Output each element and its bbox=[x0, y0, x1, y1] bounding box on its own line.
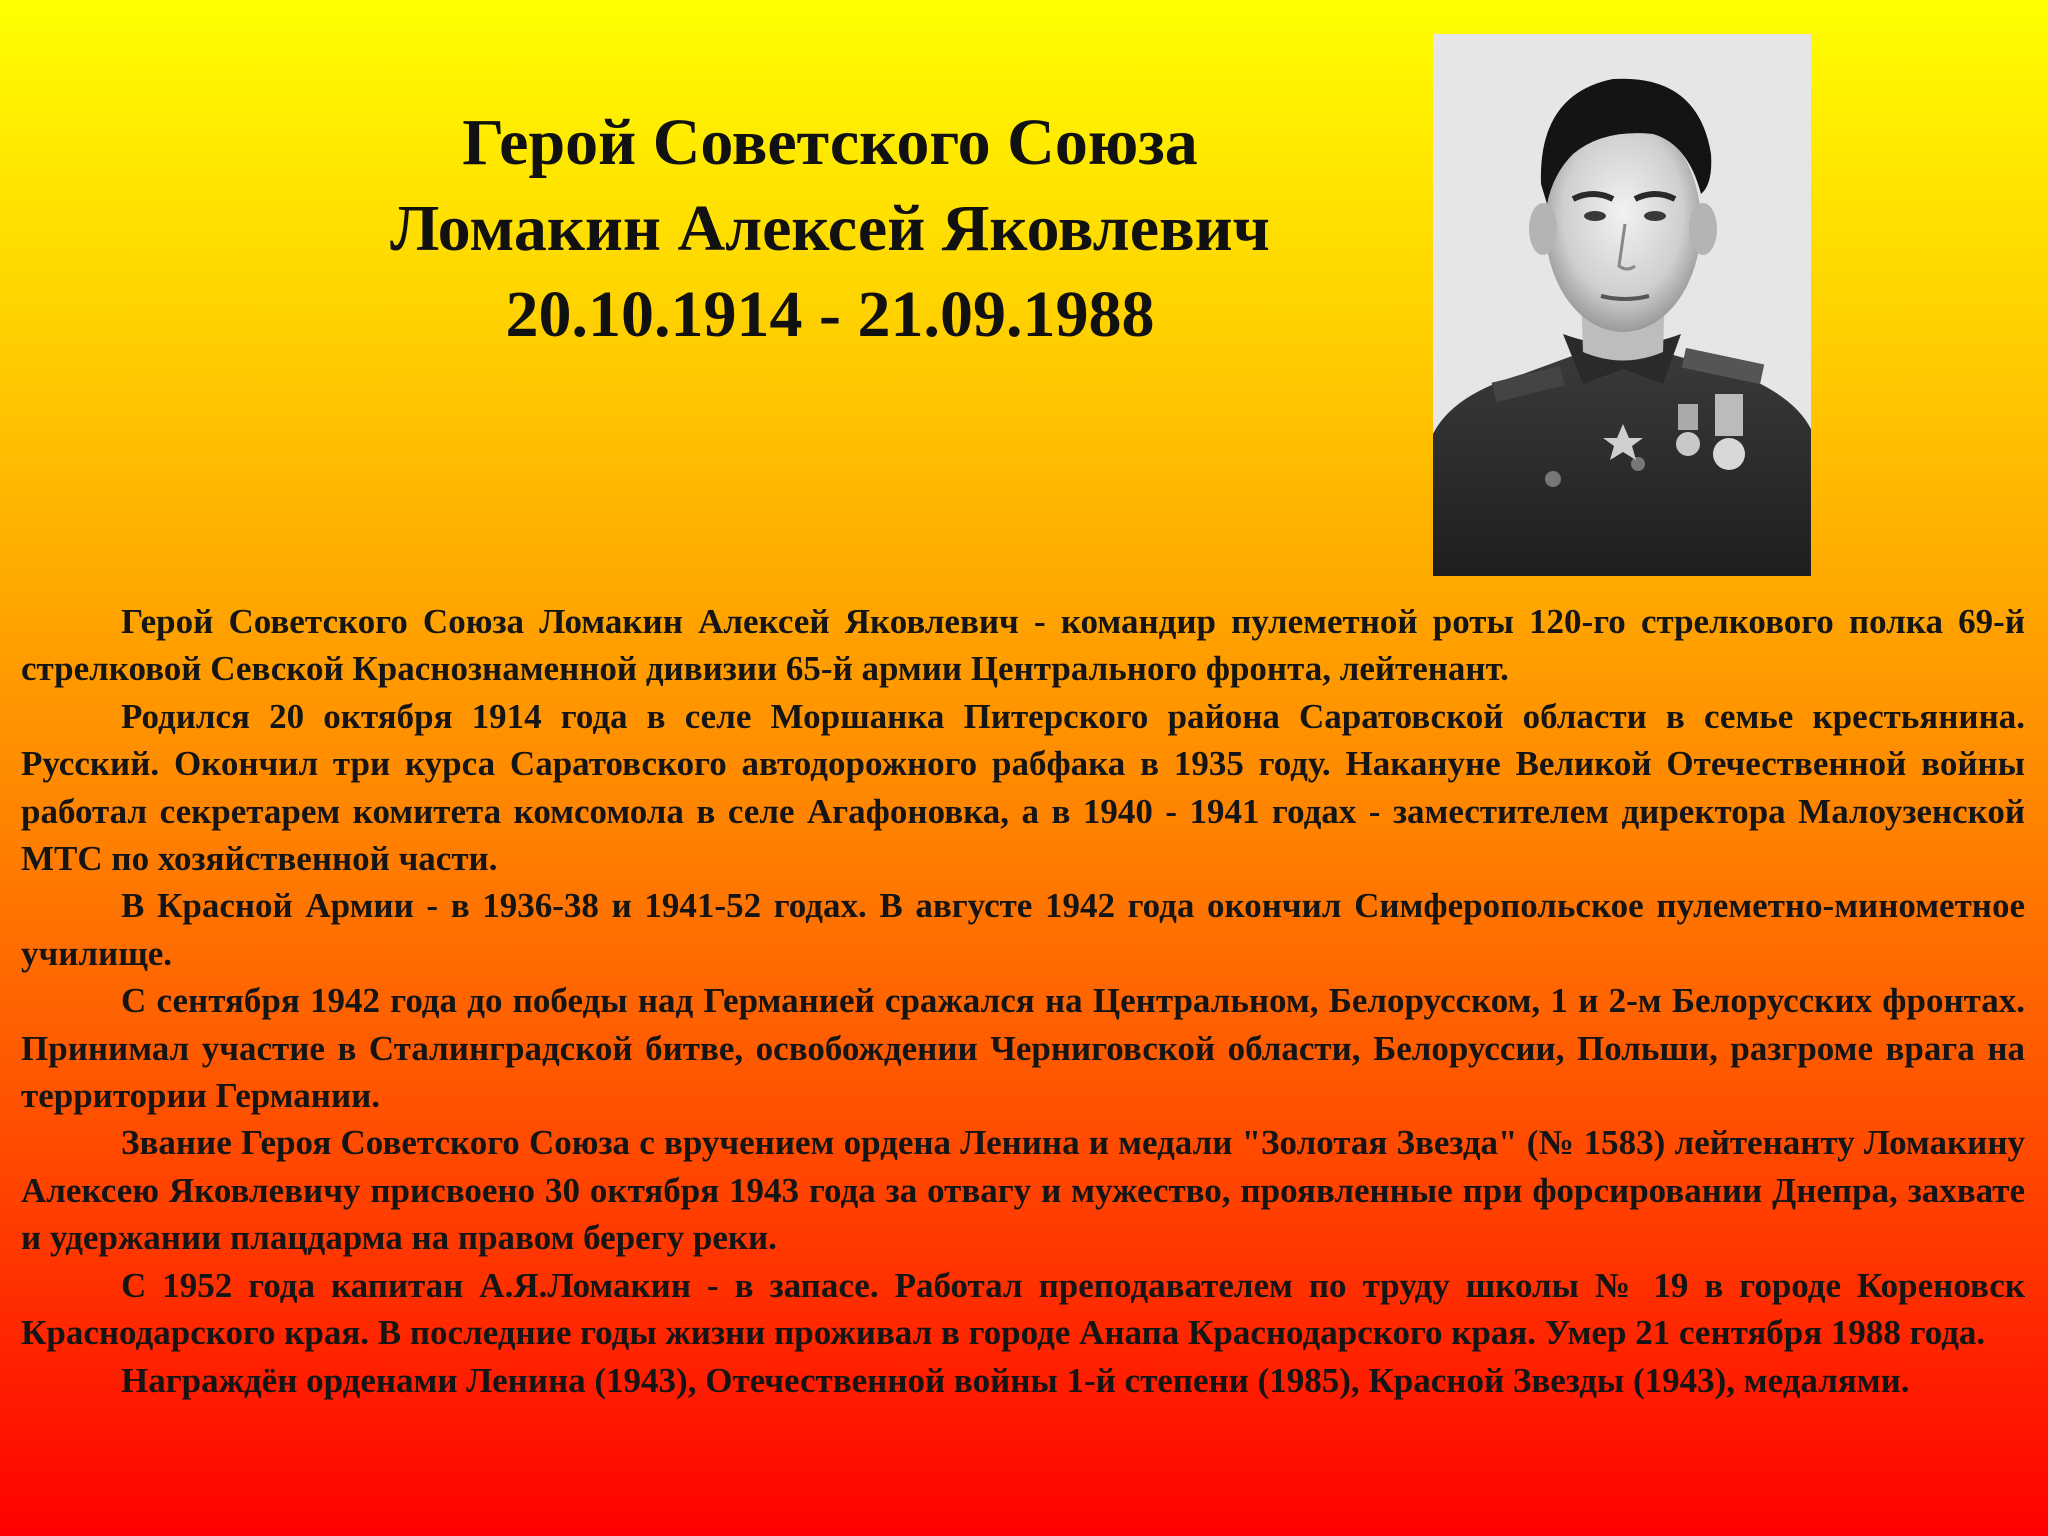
bio-paragraph: Награждён орденами Ленина (1943), Отечественной войны 1-й степени (1985), Красной Звезды (1943), медалями. bbox=[121, 1360, 1910, 1400]
title-line-rank: Герой Советского Союза bbox=[462, 106, 1198, 179]
portrait-photo bbox=[1433, 34, 1811, 576]
bio-paragraph: В Красной Армии - в 1936-38 и 1941-52 годах. В августе 1942 года окончил Симферопольское пулеметно-минометное училище. bbox=[21, 886, 2025, 973]
bio-paragraph: С 1952 года капитан А.Я.Ломакин - в запасе. Работал преподавателем по труду школы № 19 в городе Кореновск Краснодарского края. В последние годы жизни проживал в городе Анапа Краснодарского края. Умер 21 сентября 1988 года. bbox=[21, 1265, 2025, 1353]
bio-paragraph: Родился 20 октября 1914 года в селе Моршанка Питерского района Саратовской области в семье крестьянина. Русский. Окончил три курса Саратовского автодорожного рабфака в 1935 году. Накануне Великой Отечественной войны работал секретарем комитета комсомола в селе Агафоновка, а в 1940 - 1941 годах - заместителем директора Малоузенской МТС по хозяйственной части. bbox=[21, 696, 2025, 879]
title-line-name: Ломакин Алексей Яковлевич bbox=[390, 192, 1270, 265]
bio-paragraph: Звание Героя Советского Союза с вручением ордена Ленина и медали "Золотая Звезда" (№ 1583) лейтенанту Ломакину Алексею Яковлевичу присвоено 30 октября 1943 года за отвагу и мужество, проявленные при форсировании Днепра, захвате и удержании плацдарма на правом берегу реки. bbox=[21, 1123, 2025, 1258]
biography-text bbox=[21, 598, 2025, 1404]
title-line-dates: 20.10.1914 - 21.09.1988 bbox=[505, 278, 1155, 351]
bio-paragraph: С сентября 1942 года до победы над Германией сражался на Центральном, Белорусском, 1 и 2-м Белорусских фронтах. Принимал участие в Сталинградской битве, освобождении Черниговской области, Белоруссии, Польши, разгроме врага на территории Германии. bbox=[21, 981, 2025, 1116]
page-title bbox=[300, 100, 1360, 358]
bio-paragraph: Герой Советского Союза Ломакин Алексей Яковлевич - командир пулеметной роты 120-го стрелкового полка 69-й стрелковой Севской Краснознаменной дивизии 65-й армии Центрального фронта, лейтенант. bbox=[21, 602, 2025, 689]
